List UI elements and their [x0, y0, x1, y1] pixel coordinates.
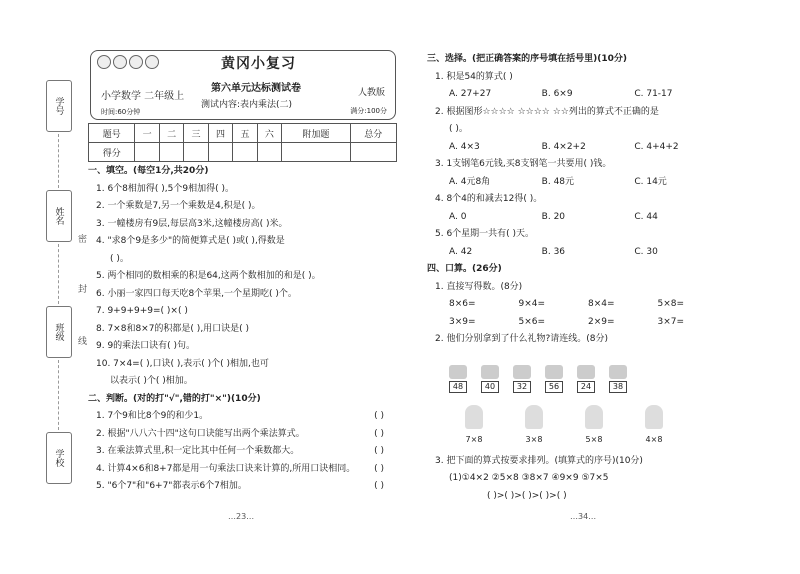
table-cell: 六	[257, 124, 281, 143]
kids-illustration	[97, 55, 159, 69]
table-cell: 得分	[89, 143, 135, 162]
child-icon	[525, 405, 543, 429]
section-heading-choice: 三、选择。(把正确答案的序号填在括号里)(10分)	[427, 54, 627, 64]
choice-options	[427, 139, 727, 157]
oral-item: 3×9=	[449, 316, 476, 327]
judge-question	[88, 478, 398, 496]
gift-subheading: 2. 他们分别拿到了什么礼物?请连线。(8分)	[435, 334, 608, 344]
table-cell: 五	[233, 124, 257, 143]
bear-icon	[513, 365, 531, 379]
table-cell: 题号	[89, 124, 135, 143]
question-continued: 以表示( )个( )相加。	[110, 376, 193, 386]
seal-char-mi: 密	[78, 235, 88, 245]
table-cell: 总分	[350, 124, 396, 143]
school-box	[46, 432, 72, 484]
header-box	[90, 50, 396, 120]
score-input-cell[interactable]	[159, 143, 183, 162]
oral-item: 8×6=	[449, 299, 476, 309]
edition-label: 人教版	[357, 88, 385, 98]
table-cell: 附加题	[282, 124, 350, 143]
option: C. 4+4+2	[634, 141, 679, 152]
unit-title: 第六单元达标测试卷	[211, 83, 301, 94]
choice-options	[427, 244, 727, 262]
choice-options	[427, 174, 727, 192]
kids-row	[427, 405, 727, 449]
option: B. 6×9	[541, 89, 573, 99]
question-continued: ( )。	[110, 253, 129, 264]
total-score: 满分:100分	[350, 107, 387, 115]
gift-number: 56	[545, 381, 563, 393]
child-icon	[585, 405, 603, 429]
child-icon	[645, 405, 663, 429]
car-icon	[481, 365, 499, 379]
gift-number: 38	[609, 381, 627, 393]
page-number-right: …34…	[570, 512, 597, 521]
option: A. 4元8角	[449, 176, 491, 187]
answer-paren[interactable]: ( )	[374, 481, 384, 491]
test-content: 测试内容:表内乘法(二)	[201, 100, 293, 110]
toy-gun-icon	[577, 365, 595, 379]
option: B. 4×2+2	[541, 141, 586, 152]
option: A. 0	[449, 211, 467, 222]
order-blanks[interactable]: ( )>( )>( )>( )>( )	[487, 490, 567, 501]
time-limit: 时间:60分钟	[101, 108, 141, 116]
oral-item: 3×7=	[657, 316, 685, 327]
score-input-cell[interactable]	[135, 143, 159, 162]
option: B. 36	[541, 246, 566, 257]
judge-text: 3. 在乘法算式里,积一定比其中任何一个乘数都大。	[96, 446, 300, 456]
answer-paren[interactable]: ( )	[374, 463, 384, 474]
order-subheading: 3. 把下面的算式按要求排列。(填算式的序号)(10分)	[435, 455, 643, 466]
kid-1[interactable]	[457, 405, 491, 449]
score-input-cell[interactable]	[208, 143, 232, 162]
kid-3[interactable]	[577, 405, 611, 449]
question: 5. 两个相同的数相乘的积是64,这两个数相加的和是( )。	[96, 271, 321, 281]
kid-label: 3×8	[525, 435, 543, 444]
option: B. 48元	[541, 176, 575, 187]
judge-text: 4. 计算4×6和8+7都是用一句乘法口诀来计算的,所用口诀相同。	[96, 463, 356, 474]
gift-bear[interactable]	[513, 365, 531, 393]
answer-paren[interactable]: ( )	[374, 411, 384, 421]
oral-subheading: 1. 直接写得数。(8分)	[435, 281, 523, 292]
class-label: 班级	[53, 323, 64, 341]
gift-cube[interactable]	[545, 365, 563, 393]
binding-strip	[40, 80, 80, 500]
kid-2[interactable]	[517, 405, 551, 449]
question: 8. 7×8和8×7的积都是( ),用口诀是( )	[96, 323, 250, 334]
section-heading-oral: 四、口算。(26分)	[427, 264, 502, 274]
option: A. 4×3	[449, 141, 480, 152]
cube-icon	[545, 365, 563, 379]
dinosaur-icon	[449, 365, 467, 379]
shoes-icon	[609, 365, 627, 379]
option: C. 14元	[634, 176, 667, 187]
question: 10. 7×4=( ),口诀( ),表示( )个( )相加,也可	[96, 358, 269, 369]
student-id-box	[46, 80, 72, 132]
oral-item: 2×9=	[588, 316, 615, 327]
gift-gun[interactable]	[577, 365, 595, 393]
question: 3. 一幢楼房有9层,每层高3米,这幢楼房高( )米。	[96, 218, 288, 229]
gift-number: 40	[481, 381, 499, 393]
seal-char-feng: 封	[78, 285, 88, 295]
section-heading-judge: 二、判断。(对的打"√",错的打"×")(10分)	[88, 393, 261, 404]
oral-item: 5×8=	[657, 299, 685, 309]
page-number-left: …23…	[228, 512, 255, 521]
score-table	[88, 123, 397, 162]
table-cell: 二	[159, 124, 183, 143]
gift-dinosaur[interactable]	[449, 365, 467, 393]
option: A. 27+27	[449, 89, 492, 99]
judge-question	[88, 461, 398, 479]
name-label: 姓名	[53, 207, 64, 225]
oral-row	[427, 296, 727, 314]
choice-question: 1. 积是54的算式( )	[435, 71, 513, 82]
table-row	[89, 143, 397, 162]
cut-line	[58, 134, 59, 188]
table-row	[89, 124, 397, 143]
school-label: 学校	[53, 449, 64, 467]
judge-text: 2. 根据"八八六十四"这句口诀能写出两个乘法算式。	[96, 428, 305, 439]
choice-options	[427, 209, 727, 227]
judge-question	[88, 443, 398, 461]
table-cell: 三	[184, 124, 208, 143]
choice-options	[427, 86, 727, 104]
student-id-label: 学号	[53, 97, 64, 115]
option: C. 71-17	[634, 89, 673, 99]
option: C. 30	[634, 246, 658, 257]
oral-item: 9×4=	[518, 299, 546, 309]
class-box	[46, 306, 72, 358]
judge-text: 5. "6个7"和"6+7"都表示6个7相加。	[96, 481, 247, 491]
choice-question-continued: ( )。	[449, 124, 468, 134]
judge-question	[88, 408, 398, 426]
answer-paren[interactable]: ( )	[374, 428, 384, 439]
judge-text: 1. 7个9和比8个9的和少1。	[96, 411, 209, 421]
option: B. 20	[541, 211, 566, 222]
question: 1. 6个8相加得( ),5个9相加得( )。	[96, 183, 234, 194]
score-input-cell[interactable]	[350, 143, 396, 162]
score-input-cell[interactable]	[184, 143, 208, 162]
choice-question: 5. 6个星期一共有( )天。	[435, 229, 535, 239]
question: 6. 小丽一家四口每天吃8个苹果,一个星期吃( )个。	[96, 288, 297, 299]
oral-item: 5×6=	[518, 316, 546, 327]
score-input-cell[interactable]	[257, 143, 281, 162]
gift-number: 24	[577, 381, 595, 393]
kid-label: 7×8	[465, 435, 483, 444]
child-icon	[465, 405, 483, 429]
kid-4[interactable]	[637, 405, 671, 449]
oral-item: 8×4=	[588, 299, 615, 309]
gift-car[interactable]	[481, 365, 499, 393]
right-column	[427, 51, 727, 505]
subject-grade: 小学数学 二年级上	[101, 91, 185, 102]
order-items: (1)①4×2 ②5×8 ③8×7 ④9×9 ⑤7×5	[449, 473, 609, 483]
seal-char-xian: 线	[78, 337, 88, 347]
left-column	[88, 163, 398, 496]
question: 7. 9+9+9+9=( )×( )	[96, 306, 188, 316]
name-box	[46, 190, 72, 242]
question: 4. "求8个9是多少"的简便算式是( )或( ),得数是	[96, 236, 285, 246]
option: C. 44	[634, 211, 658, 222]
section-heading-fill: 一、填空。(每空1分,共20分)	[88, 166, 209, 176]
kid-label: 5×8	[585, 435, 603, 444]
choice-question: 2. 根据图形☆☆☆☆ ☆☆☆☆ ☆☆列出的算式不正确的是	[435, 106, 659, 117]
oral-row	[427, 314, 727, 332]
gift-number: 48	[449, 381, 467, 393]
gift-shoes[interactable]	[609, 365, 627, 393]
cut-line	[58, 360, 59, 430]
option: A. 42	[449, 246, 473, 257]
cut-line	[58, 244, 59, 304]
score-input-cell[interactable]	[282, 143, 350, 162]
gift-number: 32	[513, 381, 531, 393]
question: 2. 一个乘数是7,另一个乘数是4,积是( )。	[96, 201, 261, 211]
choice-question: 4. 8个4的和减去12得( )。	[435, 194, 543, 204]
logo: 黄冈小复习	[221, 56, 296, 72]
kid-label: 4×8	[645, 435, 663, 444]
answer-paren[interactable]: ( )	[374, 446, 384, 456]
score-input-cell[interactable]	[233, 143, 257, 162]
table-cell: 四	[208, 124, 232, 143]
choice-question: 3. 1支钢笔6元钱,买8支钢笔一共要用( )钱。	[435, 159, 612, 169]
judge-question	[88, 426, 398, 444]
table-cell: 一	[135, 124, 159, 143]
question: 9. 9的乘法口诀有( )句。	[96, 341, 196, 351]
gift-row	[427, 353, 727, 393]
